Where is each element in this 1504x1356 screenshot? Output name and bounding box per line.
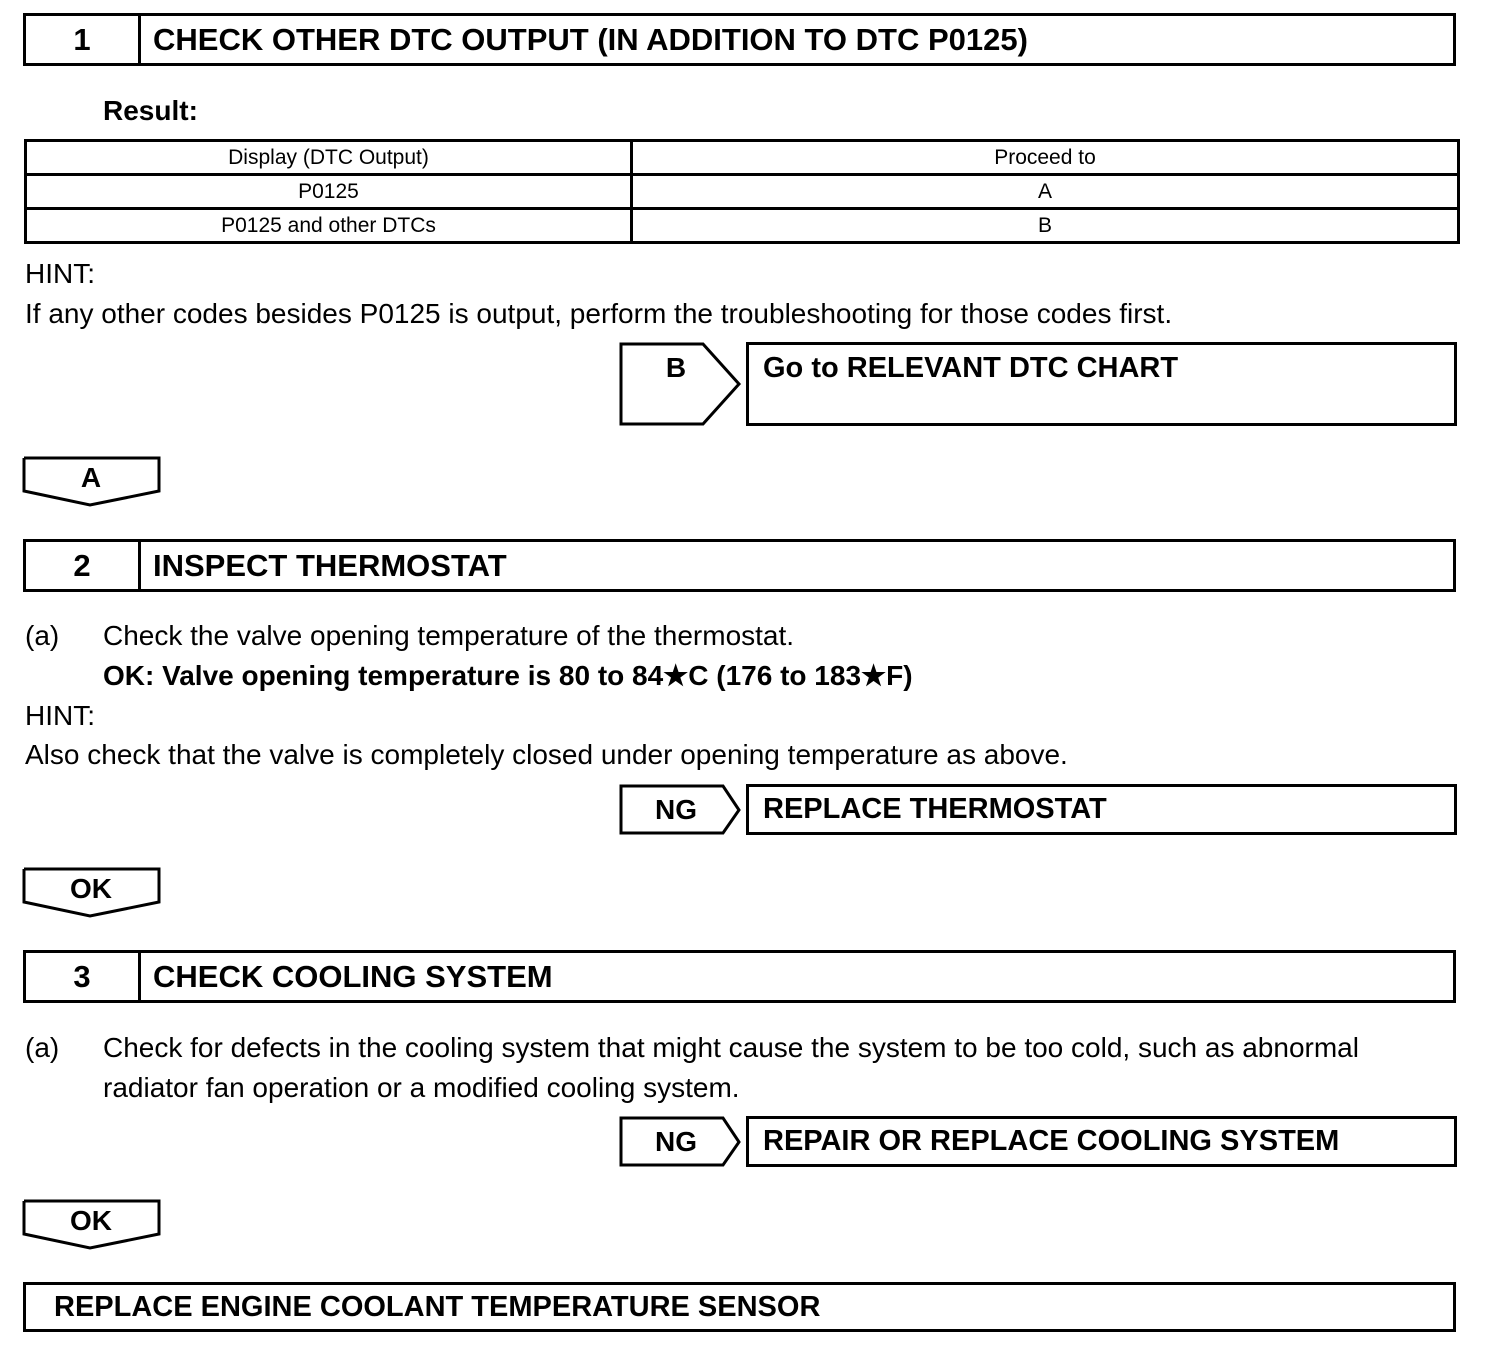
continue-label-a: A <box>80 462 102 493</box>
hint-label: HINT: <box>25 700 95 731</box>
step-title: CHECK OTHER DTC OUTPUT (IN ADDITION TO DTC P0125) <box>153 21 1028 57</box>
branch-label-b: B <box>665 352 687 383</box>
table-cell: P0125 and other DTCs <box>26 209 632 243</box>
step-number: 1 <box>26 16 141 63</box>
table-row <box>26 175 1459 209</box>
branch-label-ng: NG <box>655 1125 697 1157</box>
item-text-line-2: radiator fan operation or a modified cooling system. <box>103 1072 740 1103</box>
result-table <box>24 139 1460 244</box>
item-text: Check the valve opening temperature of the thermostat. <box>103 620 795 651</box>
step-number: 2 <box>26 542 141 589</box>
final-action-box: REPLACE ENGINE COOLANT TEMPERATURE SENSOR <box>23 1282 1456 1332</box>
hint-text: Also check that the valve is completely closed under opening temperature as above. <box>25 739 1068 770</box>
table-header-cell: Proceed to <box>632 141 1459 175</box>
step-1-header <box>23 13 1456 66</box>
table-header-cell: Display (DTC Output) <box>26 141 632 175</box>
result-label: Result: <box>103 95 198 126</box>
branch-action-box: REPAIR OR REPLACE COOLING SYSTEM <box>746 1116 1457 1167</box>
branch-label-ng: NG <box>655 793 697 825</box>
item-marker: (a) <box>25 1032 60 1063</box>
step-2-header <box>23 539 1456 592</box>
hint-text: If any other codes besides P0125 is output, perform the troubleshooting for those codes first. <box>25 298 1173 329</box>
item-text-line-1: Check for defects in the cooling system that might cause the system to be too cold, such as abnormal <box>103 1032 1359 1063</box>
table-cell: B <box>632 209 1459 243</box>
step-title: CHECK COOLING SYSTEM <box>153 958 553 994</box>
step-number: 3 <box>26 953 141 1000</box>
table-header-row <box>26 141 1459 175</box>
continue-label-ok: OK <box>70 873 112 904</box>
branch-action-box: REPLACE THERMOSTAT <box>746 784 1457 835</box>
table-cell: P0125 <box>26 175 632 209</box>
table-cell: A <box>632 175 1459 209</box>
continue-label-ok: OK <box>70 1205 112 1236</box>
ok-criteria: OK: Valve opening temperature is 80 to 84★C (176 to 183★F) <box>103 660 913 691</box>
step-title: INSPECT THERMOSTAT <box>153 547 507 583</box>
item-marker: (a) <box>25 620 60 651</box>
branch-action-box: Go to RELEVANT DTC CHART <box>746 342 1457 426</box>
hint-label: HINT: <box>25 258 95 289</box>
step-3-header <box>23 950 1456 1003</box>
table-row <box>26 209 1459 243</box>
